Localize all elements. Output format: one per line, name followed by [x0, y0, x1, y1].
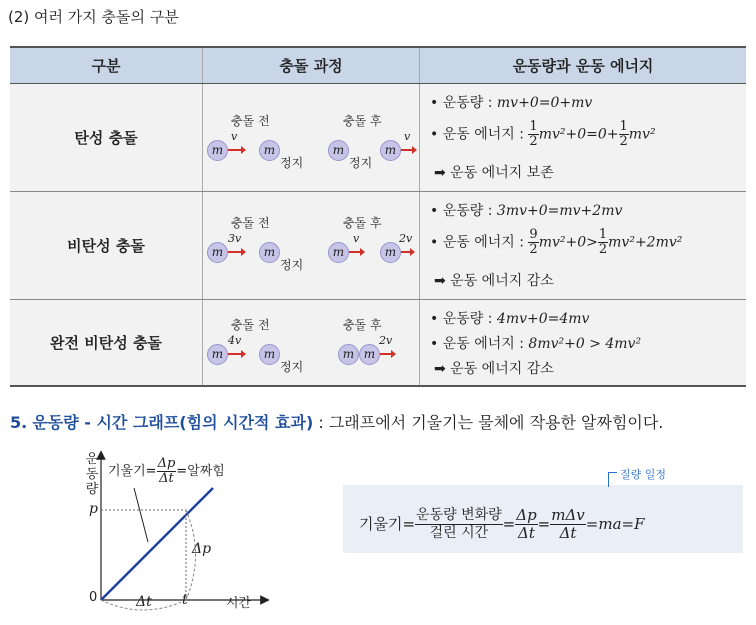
velocity-label: 2v [379, 334, 393, 347]
ball-icon: m [380, 140, 401, 161]
after-label: 충돌 후 [343, 114, 382, 128]
before-label: 충돌 전 [231, 114, 270, 128]
momentum-energy-cell [420, 84, 747, 192]
velocity-label: v [404, 130, 411, 143]
arrow-icon [228, 251, 242, 253]
ball-icon: m [259, 344, 280, 365]
mass-constant-note: 질량 일정 [620, 468, 667, 481]
x-axis-label: 시간 [226, 596, 252, 611]
table-row [10, 192, 746, 300]
energy-line: • 운동 에너지 : $\frac{9}{2}$ mv²+0> $\frac{1}{2}$ mv²+2mv² [430, 227, 683, 257]
arrow-icon [228, 353, 242, 355]
delta-p-label: Δp [192, 541, 212, 557]
after-label: 충돌 후 [343, 318, 382, 332]
delta-t-label: Δt [136, 594, 152, 610]
rest-label: 정지 [349, 156, 373, 170]
ball-icon: m [380, 242, 401, 263]
momentum-line: • 운동량 : mv+0=0+mv [430, 95, 593, 111]
ball-icon: m [259, 140, 280, 161]
header-type: 구분 [10, 47, 203, 84]
velocity-label: v [231, 130, 238, 143]
header-momentum-energy: 운동량과 운동 에너지 [420, 47, 747, 84]
origin-label: 0 [89, 590, 98, 605]
section5-title: 운동량 - 시간 그래프(힘의 시간적 효과) [32, 413, 314, 432]
collision-diagram [203, 192, 420, 300]
before-label: 충돌 전 [231, 216, 270, 230]
slope-formula-box [343, 485, 743, 553]
section5-description: : 그래프에서 기울기는 물체에 작용한 알짜힘이다. [313, 413, 664, 432]
arrow-icon [228, 149, 242, 151]
conclusion-text: ➡ 운동 에너지 보존 [434, 165, 554, 181]
velocity-label: 4v [228, 334, 242, 347]
section5-heading [10, 410, 663, 433]
momentum-energy-cell [420, 300, 747, 386]
ball-icon: m [338, 344, 359, 365]
section5-number: 5. [10, 413, 28, 432]
table-row [10, 84, 746, 192]
p-tick-label: p [89, 501, 98, 517]
velocity-label: 2v [399, 232, 413, 245]
ball-icon: m [259, 242, 280, 263]
row-type: 탄성 충돌 [10, 84, 203, 192]
arrow-icon [401, 149, 413, 151]
slope-pointer [134, 488, 148, 542]
conclusion-text: ➡ 운동 에너지 감소 [434, 273, 554, 289]
conclusion-text: ➡ 운동 에너지 감소 [434, 361, 554, 377]
y-axis-label: 운 동 량 [85, 452, 99, 497]
row-type: 비탄성 충돌 [10, 192, 203, 300]
ball-icon: m [328, 140, 349, 161]
arrow-icon [349, 251, 361, 253]
rest-label: 정지 [280, 156, 304, 170]
slope-formula: 기울기= $\frac{\text{운동량 변화량}}{\text{걸린 시간}}$ = $\frac{\Delta p}{\Delta t}$ = $\frac{\text{mΔv}}{\Delta t}$ =ma=F [359, 506, 645, 542]
ball-icon: m [207, 344, 228, 365]
slope-annotation: 기울기= $\frac{\Delta p}{\Delta t}$ =알짜힘 [108, 456, 225, 486]
header-process: 충돌 과정 [203, 47, 420, 84]
collision-diagram [203, 300, 420, 386]
ball-icon: m [359, 344, 380, 365]
collision-diagram [203, 84, 420, 192]
ball-icon: m [207, 140, 228, 161]
arrow-icon [380, 353, 392, 355]
rest-label: 정지 [280, 258, 304, 272]
rest-label: 정지 [280, 360, 304, 374]
ball-icon: m [207, 242, 228, 263]
t-tick-label: t [182, 592, 188, 608]
velocity-label: 3v [228, 232, 242, 245]
arrow-icon [401, 251, 411, 253]
velocity-label: v [353, 232, 360, 245]
energy-line: • 운동 에너지 : 8mv²+0 > 4mv² [430, 336, 642, 352]
note-bracket [608, 472, 617, 487]
energy-line: • 운동 에너지 : $\frac{1}{2}$ mv²+0=0+ $\frac{1}{2}$ mv² [430, 119, 656, 149]
ball-icon: m [328, 242, 349, 263]
momentum-energy-cell [420, 192, 747, 300]
before-label: 충돌 전 [231, 318, 270, 332]
table-row [10, 300, 746, 386]
momentum-line: • 운동량 : 3mv+0=mv+2mv [430, 203, 623, 219]
collision-table [10, 46, 746, 387]
momentum-line: • 운동량 : 4mv+0=4mv [430, 311, 590, 327]
after-label: 충돌 후 [343, 216, 382, 230]
row-type: 완전 비탄성 충돌 [10, 300, 203, 386]
section-title: (2) 여러 가지 충돌의 구분 [8, 8, 179, 26]
